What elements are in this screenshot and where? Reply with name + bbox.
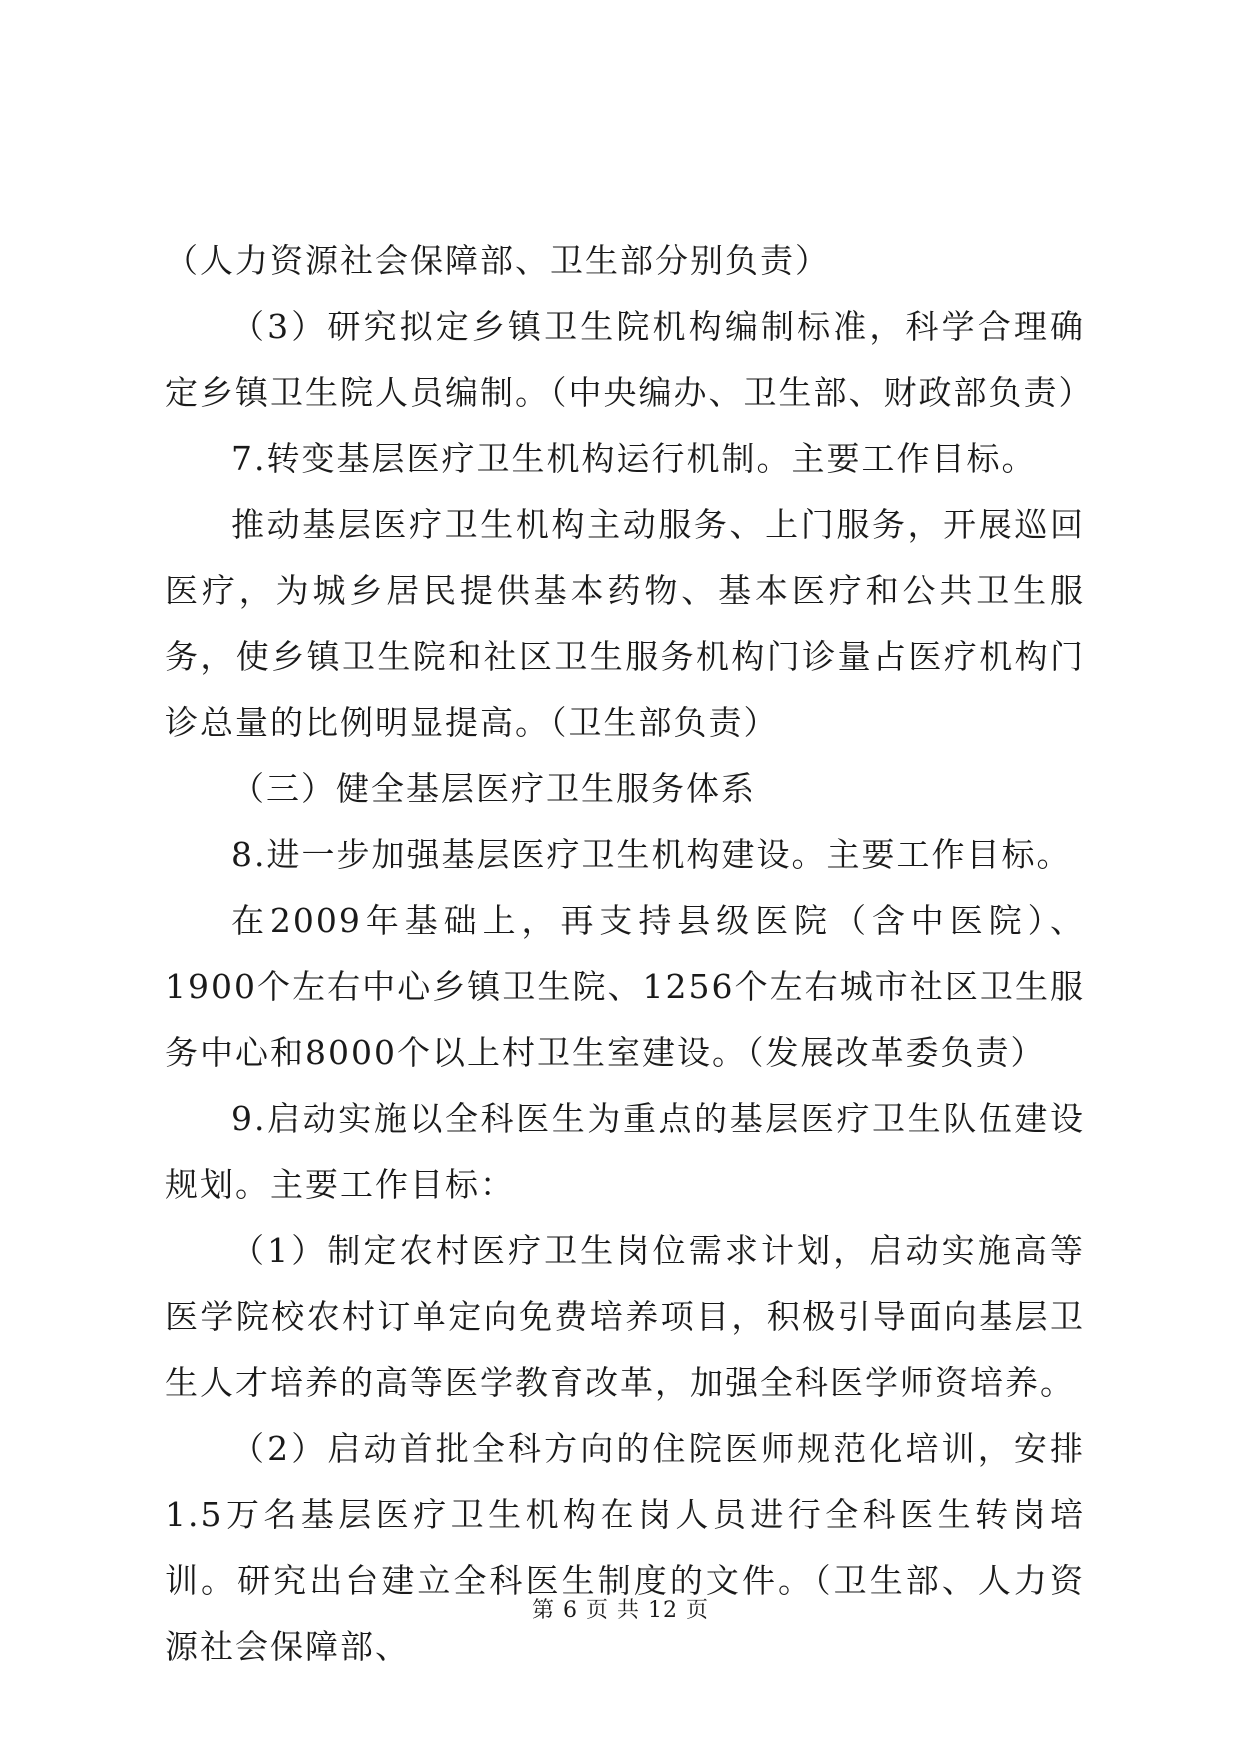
paragraph-heading-9: 9.启动实施以全科医生为重点的基层医疗卫生队伍建设规划。主要工作目标：	[165, 1099, 1085, 1204]
paragraph-body-8: 在2009年基础上，再支持县级医院（含中医院）、1900个左右中心乡镇卫生院、1256个左右城市社区卫生服务中心和8000个以上村卫生室建设。（发展改革委负责）	[165, 901, 1085, 1072]
paragraph-continuation: （人力资源社会保障部、卫生部分别负责）	[165, 241, 830, 280]
document-body	[165, 228, 1094, 1680]
page-number-footer: 第 6 页 共 12 页	[532, 1598, 709, 1623]
paragraph-heading-7: 7.转变基层医疗卫生机构运行机制。主要工作目标。	[231, 439, 1037, 478]
paragraph-item-3: （3）研究拟定乡镇卫生院机构编制标准，科学合理确定乡镇卫生院人员编制。（中央编办、卫生部、财政部负责）	[165, 307, 1094, 412]
paragraph-body-7: 推动基层医疗卫生机构主动服务、上门服务，开展巡回医疗，为城乡居民提供基本药物、基本医疗和公共卫生服务，使乡镇卫生院和社区卫生服务机构门诊量占医疗机构门诊总量的比例明显提高。（卫生部负责）	[165, 505, 1085, 742]
paragraph-item-9-1: （1）制定农村医疗卫生岗位需求计划，启动实施高等医学院校农村订单定向免费培养项目，积极引导面向基层卫生人才培养的高等医学教育改革，加强全科医学师资培养。	[165, 1231, 1085, 1402]
paragraph-item-9-2: （2）启动首批全科方向的住院医师规范化培训，安排1.5万名基层医疗卫生机构在岗人员进行全科医生转岗培训。研究出台建立全科医生制度的文件。（卫生部、人力资源社会保障部、	[165, 1429, 1085, 1666]
section-heading-3: （三）健全基层医疗卫生服务体系	[231, 769, 756, 808]
paragraph-heading-8: 8.进一步加强基层医疗卫生机构建设。主要工作目标。	[231, 835, 1072, 874]
